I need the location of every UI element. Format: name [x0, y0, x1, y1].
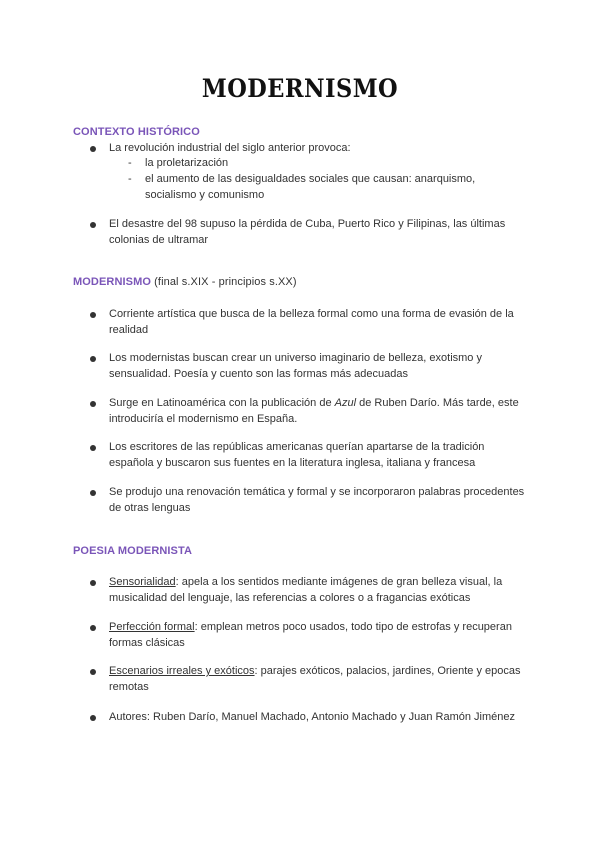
list-item: Corriente artística que busca de la belleza formal como una forma de evasión de la realidad	[109, 308, 514, 336]
bullet	[90, 625, 96, 631]
bullet	[90, 146, 96, 152]
list-item: Los escritores de las repúblicas americanas querían apartarse de la tradición española y buscaron sus fuentes en la literatura inglesa, italiana y francesa	[109, 441, 485, 469]
sub-list-item: la proletarización	[145, 157, 229, 169]
list-item	[109, 619, 529, 651]
item-text: Surge en Latinoamérica con la publicación de	[109, 397, 335, 409]
dash: -	[128, 157, 132, 169]
list-item: Se produjo una renovación temática y formal y se incorporaron palabras procedentes de otras lenguas	[109, 486, 525, 514]
bullet	[90, 445, 96, 451]
list-item	[109, 574, 529, 606]
bullet	[90, 401, 96, 407]
list-item	[109, 663, 529, 695]
bullet	[90, 490, 96, 496]
section-heading-contexto: CONTEXTO HISTÓRICO	[73, 126, 200, 138]
item-text: : parajes exóticos, palacios, jardines, Oriente y epocas remotas	[109, 665, 521, 693]
bullet	[90, 580, 96, 586]
section-heading-modernismo	[73, 276, 297, 288]
term-perfeccion-formal: Perfección formal	[109, 621, 195, 633]
item-text: de Ruben Darío. Más tarde, este introduciría el modernismo en España.	[109, 397, 519, 425]
item-text: : apela a los sentidos mediante imágenes de gran belleza visual, la musicalidad del lenguaje, las referencias a colores o a fragancias exóticas	[109, 576, 503, 604]
sub-list-item: el aumento de las desigualdades sociales que causan: anarquismo, socialismo y comunismo	[145, 173, 476, 201]
list-item: El desastre del 98 supuso la pérdida de Cuba, Puerto Rico y Filipinas, las últimas colonias de ultramar	[109, 218, 506, 246]
list-item	[109, 395, 529, 427]
heading-label: MODERNISMO	[73, 276, 151, 288]
term-sensorialidad: Sensorialidad	[109, 576, 176, 588]
heading-period: (final s.XIX - principios s.XX)	[151, 276, 297, 288]
term-escenarios: Escenarios irreales y exóticos	[109, 665, 255, 677]
bullet	[90, 715, 96, 721]
list-item: Los modernistas buscan crear un universo imaginario de belleza, exotismo y sensualidad. Poesía y cuento son las formas más adecuadas	[109, 352, 482, 380]
list-item: La revolución industrial del siglo anterior provoca:	[109, 142, 351, 154]
book-title: Azul	[334, 397, 357, 409]
bullet	[90, 669, 96, 675]
bullet	[90, 312, 96, 318]
list-item: Autores: Ruben Darío, Manuel Machado, Antonio Machado y Juan Ramón Jiménez	[109, 711, 516, 723]
section-heading-poesia: POESIA MODERNISTA	[73, 545, 193, 557]
bullet	[90, 356, 96, 362]
bullet	[90, 222, 96, 228]
item-text: : emplean metros poco usados, todo tipo de estrofas y recuperan formas clásicas	[109, 621, 512, 649]
page-title: MODERNISMO	[201, 74, 399, 103]
dash: -	[128, 173, 132, 185]
